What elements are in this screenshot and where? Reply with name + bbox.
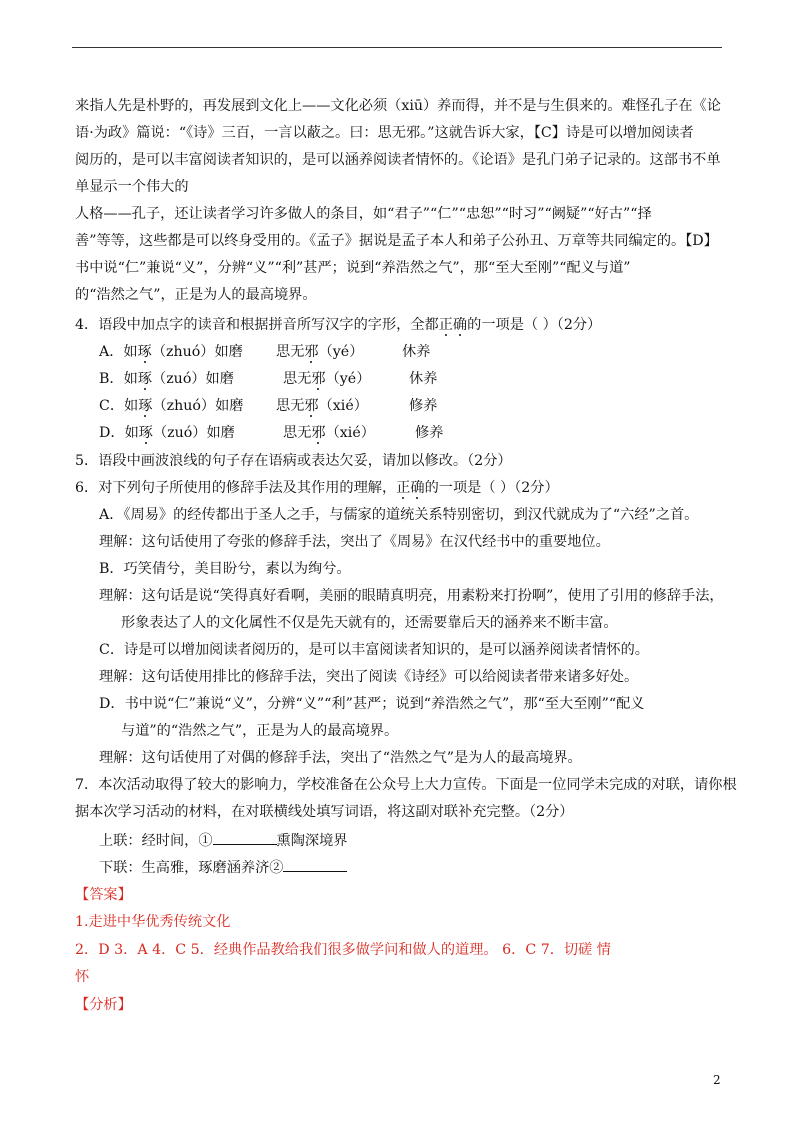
option-b <box>99 369 438 389</box>
passage-line: 单显示一个伟大的 <box>75 179 189 195</box>
answer-1: 1.走进中华优秀传统文化 <box>75 914 231 930</box>
option-c: C．诗是可以增加阅读者阅历的，是可以丰富阅读者知识的，是可以涵养阅读者情怀的。 <box>99 642 649 658</box>
option-a <box>99 342 431 362</box>
blank-1[interactable] <box>213 830 277 845</box>
dotted-char: 正 <box>438 317 453 333</box>
option-b: B．巧笑倩兮，美目盼兮，素以为绚兮。 <box>99 561 351 577</box>
option-c <box>99 396 438 416</box>
option-part <box>276 396 368 416</box>
stem-text: 4．语段中加点字的读音和根据拼音所写汉字的字形，全都 <box>75 317 439 333</box>
option-c-explanation: 理解：这句话使用排比的修辞手法，突出了阅读《诗经》可以给阅读者带来诸多好处。 <box>99 669 639 685</box>
dotted-char: 邪 <box>311 425 326 441</box>
answer-header: 【答案】 <box>75 887 132 903</box>
option-text: （yé） <box>318 344 364 360</box>
stem-text: 的一项是（ ）（2分） <box>424 480 559 496</box>
question-4-stem <box>75 315 601 335</box>
option-text: 休养 <box>409 371 438 387</box>
couplet-lower <box>99 857 347 878</box>
dotted-char: 琢 <box>138 398 153 414</box>
option-d-explanation: 理解：这句话使用了对偶的修辞手法，突出了“浩然之气”是为人的最高境界。 <box>99 750 582 766</box>
passage-line: 书中说“仁”兼说“义”，分辨“义”“利”甚严；说到“养浩然之气”，那“至大至刚”“配义与道” <box>75 260 631 276</box>
option-d: D．书中说“仁”兼说“义”，分辨“义”“利”甚严；说到“养浩然之气”，那“至大至刚”“配义 <box>99 696 645 712</box>
option-d <box>99 423 444 443</box>
question-7-stem-cont: 据本次学习活动的材料，在对联横线处填写词语，将这副对联补充完整。（2分） <box>75 804 574 820</box>
option-text: （zuó）如磨 <box>152 371 234 387</box>
couplet-text: 上联：经时间，① <box>99 833 213 849</box>
dotted-char: 邪 <box>304 344 319 360</box>
question-5: 5．语段中画波浪线的句子存在语病或表达欠妥，请加以修改。（2分） <box>75 453 512 469</box>
option-text: 修养 <box>409 398 438 414</box>
page-number: 2 <box>713 1073 721 1087</box>
header-rule <box>72 47 722 48</box>
dotted-char: 确 <box>410 480 425 496</box>
couplet-text: 熏陶深境界 <box>276 833 348 849</box>
option-text: （zhuó）如磨 <box>152 398 244 414</box>
option-text: 思无 <box>276 344 305 360</box>
option-text: B．如 <box>99 371 138 387</box>
dotted-char: 琢 <box>138 425 153 441</box>
dotted-char: 邪 <box>311 371 326 387</box>
analysis-header: 【分析】 <box>75 997 132 1013</box>
option-part <box>283 369 370 389</box>
option-a: A．《周易》的经传都出于圣人之手，与儒家的道统关系特别密切，到汉代就成为了“六经”之首。 <box>99 507 699 523</box>
option-text: 思无 <box>276 398 305 414</box>
option-d-cont: 与道”的“浩然之气”，正是为人的最高境界。 <box>121 723 399 739</box>
answer-7-cont: 怀 <box>75 969 90 985</box>
passage-line: 来指人先是朴野的，再发展到文化上——文化必须（xiū）养而得，并不是与生俱来的。难怪孔子在《论 <box>75 98 721 114</box>
option-text: 修养 <box>415 425 444 441</box>
passage-line: 人格——孔子，还让读者学习许多做人的条目，如“君子”“仁”“忠恕”“时习”“阙疑”“好古”“择 <box>75 206 652 222</box>
option-text: （yé） <box>325 371 371 387</box>
option-part <box>283 423 375 443</box>
question-6-stem <box>75 478 559 498</box>
option-text: （zuó）如磨 <box>152 425 235 441</box>
option-text: （xié） <box>325 425 375 441</box>
passage-line: 的“浩然之气”，正是为人的最高境界。 <box>75 287 317 303</box>
passage-line: 阅历的，是可以丰富阅读者知识的，是可以涵养阅读者情怀的。《论语》是孔门弟子记录的。这部书不单 <box>75 152 721 168</box>
couplet-upper <box>99 830 347 851</box>
passage-line: 善”等等，这些都是可以终身受用的。《孟子》据说是孟子本人和弟子公孙丑、万章等共同编定的。【D】 <box>75 233 718 249</box>
dotted-char: 琢 <box>137 371 153 387</box>
option-text: C．如 <box>99 398 139 414</box>
dotted-char: 琢 <box>137 344 152 360</box>
option-text: A．如 <box>99 344 138 360</box>
dotted-char: 邪 <box>304 398 319 414</box>
option-text: 思无 <box>283 371 312 387</box>
couplet-text: 下联：生高雅，琢磨涵养济② <box>99 860 284 876</box>
option-text: D．如 <box>99 425 139 441</box>
option-text: （zhuó）如磨 <box>151 344 243 360</box>
passage-line: 语·为政》篇说：“《诗》三百，一言以蔽之。曰：思无邪。”这就告诉大家，【C】诗是可以增加阅读者 <box>75 125 694 141</box>
stem-text: 的一项是（ ）（2分） <box>467 317 602 333</box>
option-b-explanation-cont: 形象表达了人的文化属性不仅是先天就有的，还需要靠后天的涵养来不断丰富。 <box>121 615 618 631</box>
option-b-explanation: 理解：这句话是说“笑得真好看啊，美丽的眼睛真明亮，用素粉来打扮啊”，使用了引用的修辞手法， <box>99 588 724 604</box>
option-part <box>276 342 363 362</box>
answer-2-7: 2．D 3．A 4．C 5．经典作品教给我们很多做学问和做人的道理。 6．C 7．切磋 情 <box>75 942 611 958</box>
question-7-stem: 7．本次活动取得了较大的影响力，学校准备在公众号上大力宣传。下面是一位同学未完成的对联，请你根 <box>75 777 737 793</box>
stem-text: 6．对下列句子所使用的修辞手法及其作用的理解， <box>75 480 397 496</box>
dotted-char: 正 <box>396 480 411 496</box>
blank-2[interactable] <box>283 857 347 872</box>
dotted-char: 确 <box>452 317 468 333</box>
option-text: （xié） <box>318 398 368 414</box>
option-a-explanation: 理解：这句话使用了夸张的修辞手法，突出了《周易》在汉代经书中的重要地位。 <box>99 534 610 550</box>
option-text: 思无 <box>283 425 312 441</box>
option-text: 休养 <box>402 344 431 360</box>
